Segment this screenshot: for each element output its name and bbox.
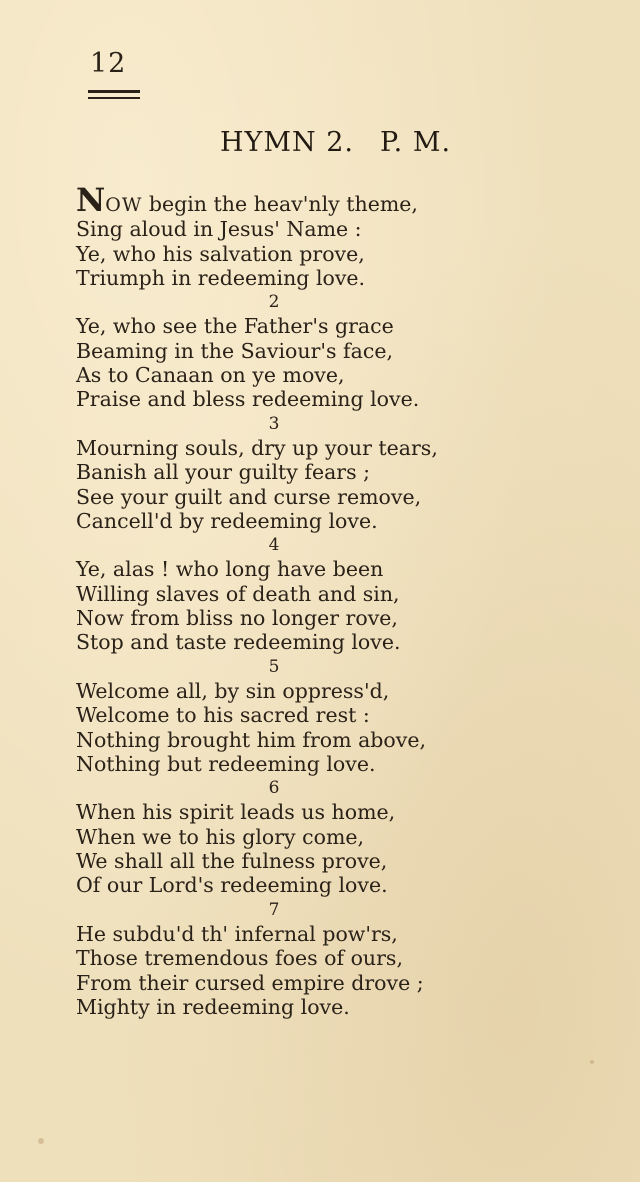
verse-number: 4	[268, 535, 280, 556]
verse-line: From their cursed empire drove ;	[76, 970, 424, 995]
hymn-number: HYMN 2.	[220, 127, 354, 158]
verse-line: Of our Lord's redeeming love.	[76, 873, 388, 898]
header-rule-thin	[88, 97, 140, 99]
verse-number: 6	[268, 778, 280, 799]
verse-line: Now from bliss no longer rove,	[76, 606, 398, 631]
hymn-title	[220, 127, 451, 158]
hymn-body	[76, 181, 456, 1019]
paper-stain	[590, 1060, 594, 1064]
verse-line: Praise and bless redeeming love.	[76, 387, 420, 412]
page-number: 12	[90, 48, 127, 79]
verse-line: Beaming in the Saviour's face,	[76, 338, 393, 363]
drop-cap: N	[76, 181, 106, 219]
verse-line: Banish all your guilty fears ;	[76, 460, 371, 485]
first-line	[76, 181, 456, 219]
verse-line: Ye, who see the Father's grace	[76, 314, 394, 339]
verse-number: 5	[268, 656, 280, 677]
hymn-meter: P. M.	[379, 127, 452, 158]
verse-line: Nothing but redeeming love.	[76, 751, 376, 776]
verse-line: When we to his glory come,	[76, 824, 365, 849]
verse-line: Welcome all, by sin oppress'd,	[76, 678, 390, 703]
verse-line: As to Canaan on ye move,	[76, 363, 345, 388]
verse-number: 3	[268, 413, 280, 434]
first-word-smallcaps: OW	[105, 194, 143, 216]
verse-line: Mighty in redeeming love.	[76, 994, 350, 1019]
verse-line: He subdu'd th' infernal pow'rs,	[76, 921, 398, 946]
verse-line: Cancell'd by redeeming love.	[76, 508, 378, 533]
verse-line: Mourning souls, dry up your tears,	[76, 435, 438, 460]
header-rule-thick	[88, 90, 140, 93]
verse-line: Those tremendous foes of ours,	[76, 946, 403, 971]
paper-stain	[38, 1138, 44, 1144]
verse-number: 7	[268, 899, 280, 920]
verse-line: Welcome to his sacred rest :	[76, 703, 370, 728]
verse-line: Stop and taste redeeming love.	[76, 630, 401, 655]
verse-line: Ye, alas ! who long have been	[76, 557, 384, 582]
verse-line: Nothing brought him from above,	[76, 727, 426, 752]
verse-line: Willing slaves of death and sin,	[76, 581, 400, 606]
verse-line: We shall all the fulness prove,	[76, 849, 388, 874]
verse-line: Ye, who his salvation prove,	[76, 241, 365, 266]
first-line-rest: begin the heav'nly theme,	[142, 192, 418, 216]
verse-line: Triumph in redeeming love.	[76, 265, 366, 290]
verse-line: Sing aloud in Jesus' Name :	[76, 217, 362, 242]
verse-line: When his spirit leads us home,	[76, 800, 396, 825]
verse-line: See your guilt and curse remove,	[76, 484, 422, 509]
verse-number: 2	[268, 292, 280, 313]
